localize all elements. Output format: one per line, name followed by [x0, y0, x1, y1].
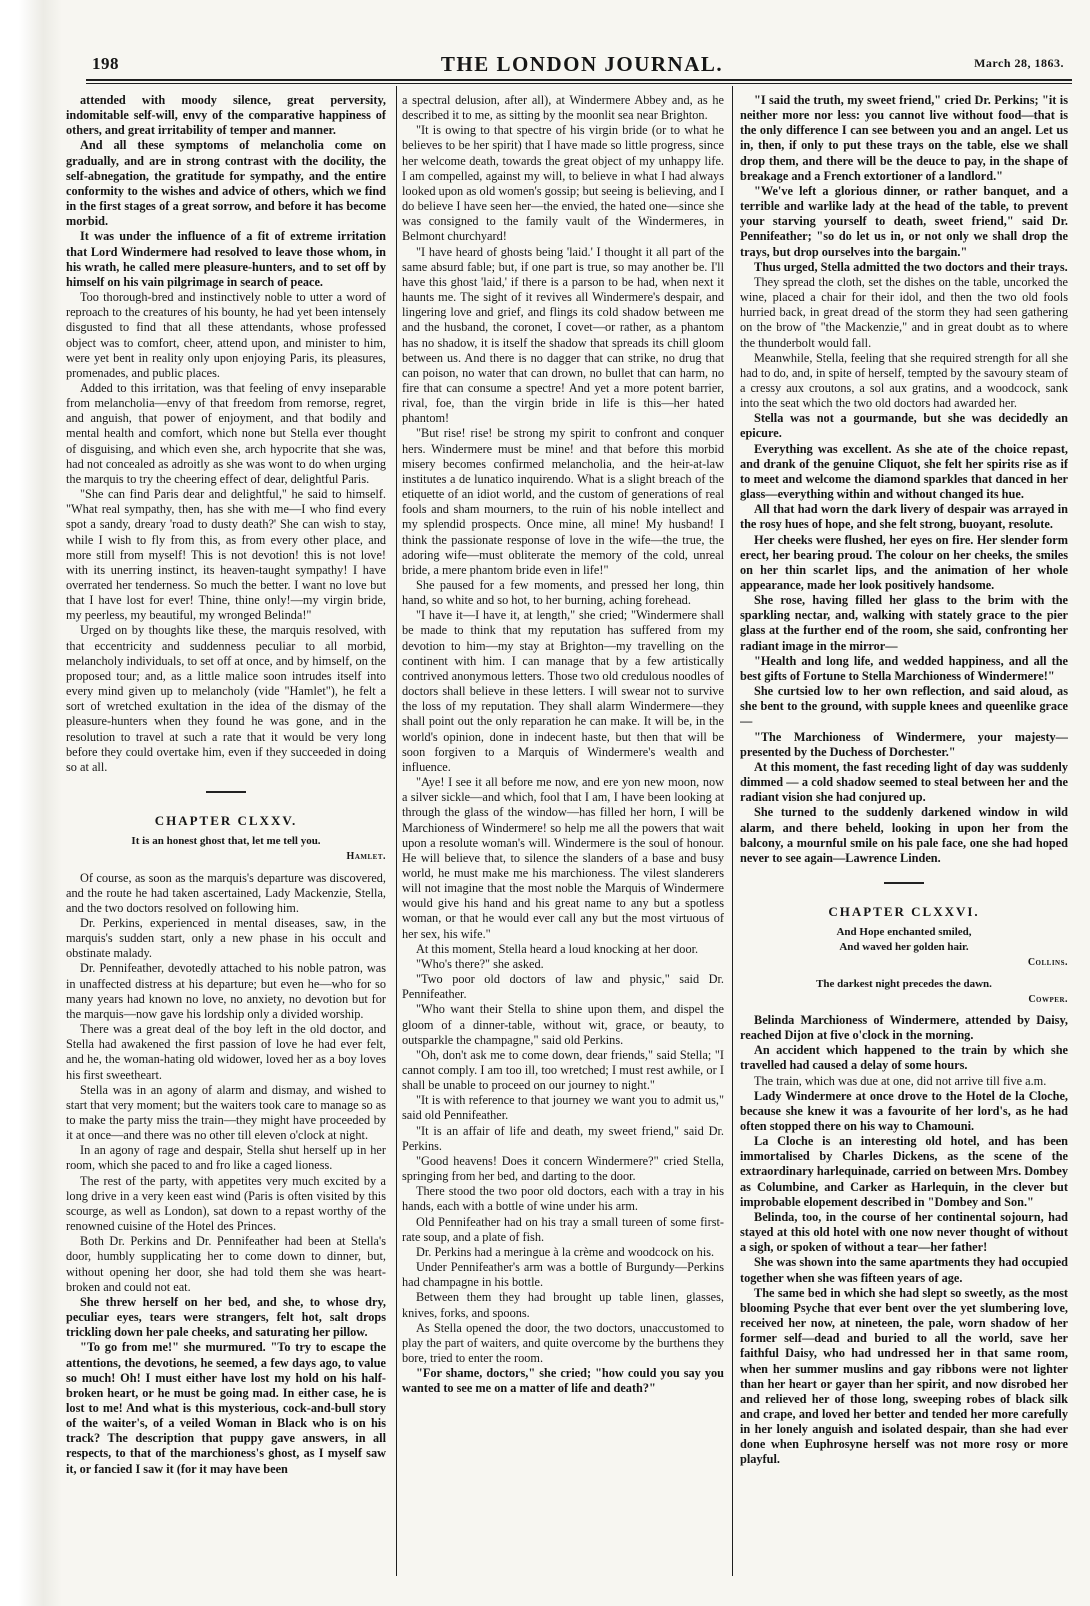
section-rule: [884, 882, 924, 884]
issue-date: March 28, 1863.: [974, 56, 1064, 70]
paragraph: Under Pennifeather's arm was a bottle of Burgundy—Perkins had champagne in his bottle.: [402, 1260, 724, 1290]
paragraph: Between them they had brought up table linen, glasses, knives, forks, and spoons.: [402, 1290, 724, 1320]
paragraph: Her cheeks were flushed, her eyes on fire. Her slender form erect, her bearing proud. The colour on her cheeks, the smiles on her thin scarlet lips, and the animation of her whole appearance, made her look positively handsome.: [740, 532, 1068, 592]
paragraph: Old Pennifeather had on his tray a small tureen of some first-rate soup, and a plate of fish.: [402, 1214, 724, 1244]
epigraph-line: And Hope enchanted smiled,: [836, 926, 972, 939]
paragraph: attended with moody silence, great perversity, indomitable self-will, envy of the comparative happiness of others, and great irritability of temper and manner.: [66, 93, 386, 138]
paragraph: She turned to the suddenly darkened window in wild alarm, and there beheld, looking in upon her from the balcony, a mournful smile on his pale face, one she had hoped never to see again—Lawrence Linden.: [740, 805, 1068, 865]
paragraph: "She can find Paris dear and delightful," he said to himself. "What real sympathy, then, has she with me—I who find every spot a sandy, dreary 'road to dusty death?' She can wish to stay, while I wish to fly from this, as from every other place, and more still from myself! This is not devotion! this is not love! with its unerring instinct, its heaven-taught sympathy! I have overrated her tenderness. So much the better. I want no love but that I have lost for ever! Thine, thine only!—my virgin bride, my peerless, my beautiful, my wronged Belinda!": [66, 487, 386, 623]
paragraph: "Who want their Stella to shine upon them, and dispel the gloom of a dinner-table, without wit, grace, or beauty, to outsparkle the champagne," said old Perkins.: [402, 1002, 724, 1047]
paragraph: The train, which was due at one, did not arrive till five a.m.: [754, 1073, 1047, 1088]
paragraph: In an agony of rage and despair, Stella shut herself up in her room, which she paced to and fro like a caged lioness.: [66, 1143, 386, 1173]
paragraph: Stella was not a gourmande, but she was decidedly an epicure.: [740, 411, 1068, 441]
paragraph: "For shame, doctors," she cried; "how could you say you wanted to see me on a matter of life and death?": [402, 1366, 724, 1396]
section-rule: [206, 791, 246, 793]
paragraph: Everything was excellent. As she ate of the choice repast, and drank of the genuine Cliquot, she felt her spirits rise as if to meet and welcome the diamond sparkles that danced in her glass—everything within and without changed its hue.: [740, 441, 1068, 502]
paragraph: "I have it—I have it, at length," she cried; "Windermere shall be made to think that my reputation has suffered from my devotion to him—my stay at Brighton—my travelling on the continent with him. I can manage that by a few artistically contrived anonymous letters. Those two old credulous noodles of doctors shall believe in these letters. I will swear not to survive the loss of my reputation. They shall alarm Windermere—they shall point out the only reparation he can make. It will be, in the world's opinion, done in indecent haste, but then that will be soon forgiven to a Marquis of Windermere's wealth and influence.: [402, 608, 724, 774]
paragraph: "It is with reference to that journey we want you to admit us," said old Pennifeather.: [402, 1093, 724, 1123]
paragraph: Belinda Marchioness of Windermere, attended by Daisy, reached Dijon at five o'clock in the morning.: [740, 1012, 1068, 1043]
paragraph: Dr. Pennifeather, devotedly attached to his noble patron, was in unaffected distress at his departure; but even he—who for so many years had known no love, no anxiety, no devotion but for the marquis—now gave his lordship only a divided worship.: [66, 961, 386, 1021]
epigraph-line: And waved her golden hair.: [839, 941, 969, 954]
paragraph: "But rise! rise! be strong my spirit to confront and conquer hers. Windermere must be mine! and that before this morbid misery becomes confirmed melancholia, and the heir-at-law institutes a de lunatico inquirendo. What is a slight breach of the etiquette of an idiot world, and the custom of generations of real fools and sham mourners, to the ruin of his noble intellect and my splendid prospects. Once mine, all mine! My husband! I think the passionate response of love in the wife—the true, the adoring wife—must obliterate the memory of the cold, unreal bride, a mere phantom bride even in life!": [402, 426, 724, 577]
paragraph: Too thorough-bred and instinctively noble to utter a word of reproach to the creatures of his bounty, he had yet been intensely disgusted to find that all these attendants, whose professed object was to comfort, cheer, attend upon, and minister to him, were yet bent in reality only upon enjoying Paris, its pleasures, promenades, and public places.: [66, 290, 386, 380]
paragraph: Lady Windermere at once drove to the Hotel de la Cloche, because she knew it was a favourite of her lord's, as he had often stopped there on his way to Chamouni.: [740, 1088, 1068, 1133]
epigraph-attribution: Hamlet.: [346, 851, 386, 863]
paragraph: "It is an affair of life and death, my sweet friend," said Dr. Perkins.: [402, 1123, 724, 1153]
paragraph: The rest of the party, with appetites very much excited by a long drive in a very keen east wind (Paris is often visited by this scourge, as well as London), sat down to a repast worthy of the renowned cuisine of the Hotel des Princes.: [66, 1173, 386, 1234]
binding-shadow: [0, 0, 62, 1606]
paragraph: As Stella opened the door, the two doctors, unaccustomed to play the part of waiters, and quite overcome by the burthens they bore, tried to enter the room.: [402, 1320, 724, 1365]
paragraph: And all these symptoms of melancholia come on gradually, and are in strong contrast with the docility, the self-abnegation, the gratitude for sympathy, and the entire conformity to the wishes and advice of others, which we find in the first stages of a great sorrow, and before it has become morbid.: [66, 138, 386, 229]
column-divider: [732, 86, 733, 1576]
paragraph: They spread the cloth, set the dishes on the table, uncorked the wine, placed a chair for their idol, and then the two old fools hurried back, in great dread of the storm they had seen gathering on the brow of "the Mackenzie," and in great doubt as to where the thunderbolt would fall.: [740, 274, 1068, 350]
paragraph: There was a great deal of the boy left in the old doctor, and Stella had awakened the first passion of love he had ever felt, and he, the woman-hating old widower, loved her as a boy loves his first sweetheart.: [66, 1022, 386, 1082]
paragraph: She threw herself on her bed, and she, to whose dry, peculiar eyes, tears were strangers, felt hot, salt drops trickling down her pale cheeks, and saturating her pillow.: [66, 1294, 386, 1340]
paragraph: There stood the two poor old doctors, each with a tray in his hands, each with a bottle of wine under his arm.: [402, 1184, 724, 1214]
paragraph: La Cloche is an interesting old hotel, and has been immortalised by Charles Dickens, as the scene of the extraordinary harlequinade, carried on between Mrs. Dombey as Columbine, and Carker as Harlequin, in the clever but improbable elopement described in "Dombey and Son.": [740, 1134, 1068, 1209]
paragraph: She curtsied low to her own reflection, and said aloud, as she bent to the ground, with supple knees and queenlike grace—: [740, 684, 1068, 729]
paragraph: Added to this irritation, was that feeling of envy inseparable from melancholia—envy of that freedom from remorse, regret, and anguish, that power of enjoyment, and that bodily and mental health and comfort, which none but Stella ever thought of disguising, and which even she, arch hypocrite that she was, had not concealed as adroitly as she was wont to do when urging the marquis to try the cheering effect of dear, delightful Paris.: [66, 380, 386, 486]
epigraph-attribution: Cowper.: [1028, 993, 1068, 1005]
paragraph: "The Marchioness of Windermere, your majesty—presented by the Duchess of Dorchester.": [740, 729, 1068, 759]
epigraph-attribution: Collins.: [1027, 957, 1068, 969]
paragraph: All that had worn the dark livery of despair was arrayed in the rosy hues of hope, and she felt strong, buoyant, resolute.: [740, 502, 1068, 532]
paragraph: It was under the influence of a fit of extreme irritation that Lord Windermere had resolved to leave those whom, in his wrath, he called mere pleasure-hunters, and to set off by himself on his vain pilgrimage in search of peace.: [66, 229, 386, 289]
chapter-heading: CHAPTER CLXXVI.: [828, 903, 980, 919]
page-number: 198: [92, 54, 119, 73]
paragraph: "To go from me!" she murmured. "To try to escape the attentions, the devotions, he seemed, a few days ago, to value so much! Oh! I must either have lost my hold on his half-broken heart, or he must be going mad. In either case, he is lost to me! And what is this mysterious, cock-and-bull story of the waiter's, of a veiled Woman in Black who is on his track? The description that puppy gave answers, in all respects, to that of the marchioness's ghost, as I myself saw it, or fancied I saw it (for it may have been: [66, 1340, 386, 1476]
column-3: [740, 93, 1068, 1571]
paragraph: "Good heavens! Does it concern Windermere?" cried Stella, springing from her bed, and darting to the door.: [402, 1153, 724, 1184]
paragraph: "Two poor old doctors of law and physic," said Dr. Pennifeather.: [402, 972, 724, 1002]
paragraph: "I said the truth, my sweet friend," cried Dr. Perkins; "it is neither more nor less: you cannot live without food—that is the only difference I can see between you and an angel. Let us in, then, if only to put these trays on the table, else we shall drop them, and there will be the deuce to pay, in the shape of breakage and a French extortioner of a landlord.": [740, 93, 1068, 183]
paragraph: Belinda, too, in the course of her continental sojourn, had stayed at this old hotel with one now never thought of without a sigh, or spoken of without a tear—her father!: [740, 1209, 1068, 1255]
paragraph: Both Dr. Perkins and Dr. Pennifeather had been at Stella's door, humbly supplicating her to come down to dinner, but, without opening her door, she had told them she was heart-broken and could not eat.: [66, 1234, 386, 1294]
column-divider: [396, 86, 397, 1576]
paragraph: "I have heard of ghosts being 'laid.' I thought it all part of the same absurd fable; but, if one part is true, so may another be. I'll have this ghost 'laid,' if there is a parson to be had, when next it haunts me. The sight of it revives all Windermere's despair, and lingering love and grief, and flings its cold shadow between me and the husband, the coronet, I covet—or rather, as a phantom has no shadow, it is itself the shadow that spreads its chill gloom between us. And there is no dagger that can strike, no drug that can poison, no water that can drown, no bullet that can harm, no fire that can consume a spectre! And yet a more potent barrier, rival, foe, than the virgin bride in life is this—her hated phantom!: [402, 244, 724, 426]
paragraph: The same bed in which she had slept so sweetly, as the most blooming Psyche that ever bent over the yet slumbering love, received her now, at nineteen, the pale, worn shadow of her former self—dead and buried to all the world, save her faithful Daisy, who had undressed her in that same room, when her summer muslins and gay ribbons were not lighter than her heart or gayer than her spirit, and now disrobed her and relieved her of those long, sweeping robes of black silk and crape, and loved her better and tended her more carefully in her lonely anguish and isolated despair, than she had ever done when Euphrosyne herself was not more rosy or more playful.: [740, 1285, 1068, 1467]
paragraph: "Oh, don't ask me to come down, dear friends," said Stella; "I cannot comply. I am too ill, too wretched; I must rest awhile, or I shall be unable to proceed on our journey to night.": [402, 1047, 724, 1093]
paragraph: "Aye! I see it all before me now, and ere yon new moon, now a silver sickle—and which, fool that I am, I have been looking at through the glass of the window—has filled her horn, I will be Marchioness of Windermere! so help me all the powers that wait upon a resolute woman's will. Windermere is the soul of honour. He will believe that, to silence the slanders of a base and busy world, he must make me his marchioness. The vilest slanderers will not imagine that the most noble the Marquis of Windermere would give his hand and his great name to any but a spotless woman, or that he would ever call any but the most virtuous of her sex, his wife.": [402, 775, 724, 941]
chapter-heading: CHAPTER CLXXV.: [154, 813, 298, 829]
paragraph: a spectral delusion, after all), at Windermere Abbey and, as he described it to me, as sitting by the moonlit sea near Brighton.: [402, 93, 724, 123]
paragraph: Urged on by thoughts like these, the marquis resolved, with that eccentricity and suddenness peculiar to all morbid, melancholy individuals, to set off at once, and by himself, on the proposed tour; and, as a little malice soon intrudes itself into every mind given up to melancholy (vide "Hamlet"), he felt a sort of wretched exultation in the idea of the dismay of the pleasure-hunters when they found he was gone, and in the resolution to travel at such a rate that it would be very long before they could overtake him, even if they succeeded in doing so at all.: [66, 623, 386, 774]
paragraph: She was shown into the same apartments they had occupied together when she was fifteen years of age.: [740, 1255, 1068, 1285]
epigraph: It is an honest ghost that, let me tell you.: [131, 835, 321, 848]
paragraph: Dr. Perkins, experienced in mental diseases, saw, in the marquis's sudden start, only a new phase in his occult and obstinate malady.: [66, 915, 386, 961]
paragraph: She paused for a few moments, and pressed her long, thin hand, so white and so hot, to her burning, aching forehead.: [402, 578, 724, 608]
paragraph: "Health and long life, and wedded happiness, and all the best gifts of Fortune to Stella Marchioness of Windermere!": [740, 653, 1068, 683]
epigraph: The darkest night precedes the dawn.: [816, 977, 992, 990]
paragraph: Meanwhile, Stella, feeling that she required strength for all she had to do, and, in spite of herself, tempted by the savoury steam of a cressy aux croutons, a sol aux gratins, and a woodcock, sank into the seat which the two old doctors had awarded her.: [740, 350, 1068, 411]
masthead-title: THE LONDON JOURNAL.: [440, 52, 724, 76]
paragraph: Stella was in an agony of alarm and dismay, and wished to start that very moment; but the waiters took care to manage so as to make the party miss the train—they might have proceeded by it at once—and there was no other till eleven o'clock at night.: [66, 1082, 386, 1143]
paragraph: She rose, having filled her glass to the brim with the sparkling nectar, and, walking with stately grace to the pier glass at the further end of the room, she said, confronting her radiant image in the mirror—: [740, 593, 1068, 653]
column-1: [66, 93, 386, 1571]
column-2: [402, 93, 724, 1571]
paragraph: Dr. Perkins had a meringue à la crème and woodcock on his.: [416, 1244, 715, 1259]
paragraph: Thus urged, Stella admitted the two doctors and their trays.: [754, 259, 1068, 274]
paragraph: Of course, as soon as the marquis's departure was discovered, and the route he had taken ascertained, Lady Mackenzie, Stella, and the two doctors resolved on following him.: [66, 870, 386, 915]
paragraph: "Who's there?" she asked.: [416, 956, 544, 971]
paragraph: "We've left a glorious dinner, or rather banquet, and a terrible and warlike lady at the head of the table, to prevent your starving yourself to death, sweet friend," said Dr. Pennifeather; "so do let us in, or not only we shall drop the trays, but drop ourselves into the bargain.": [740, 183, 1068, 259]
page-header: [92, 54, 1072, 78]
paragraph: At this moment, Stella heard a loud knocking at her door.: [416, 941, 699, 956]
paragraph: At this moment, the fast receding light of day was suddenly dimmed — a cold shadow seemed to steal between her and the radiant vision she had conjured up.: [740, 759, 1068, 805]
paragraph: "It is owing to that spectre of his virgin bride (or to what he believes to be her spirit) that I have made so little progress, since her welcome death, towards the great object of my unhappy life. I am compelled, against my will, to believe in what I had always looked upon as old women's gossip; but seeing is believing, and I do believe I have seen her—the envied, the hated one—since she was consigned to the family vault of the Windermeres, in Belmont churchyard!: [402, 123, 724, 244]
paragraph: An accident which happened to the train by which she travelled had caused a delay of some hours.: [740, 1043, 1068, 1073]
header-rule: [86, 79, 1072, 81]
header-rule-thin: [86, 83, 1072, 84]
